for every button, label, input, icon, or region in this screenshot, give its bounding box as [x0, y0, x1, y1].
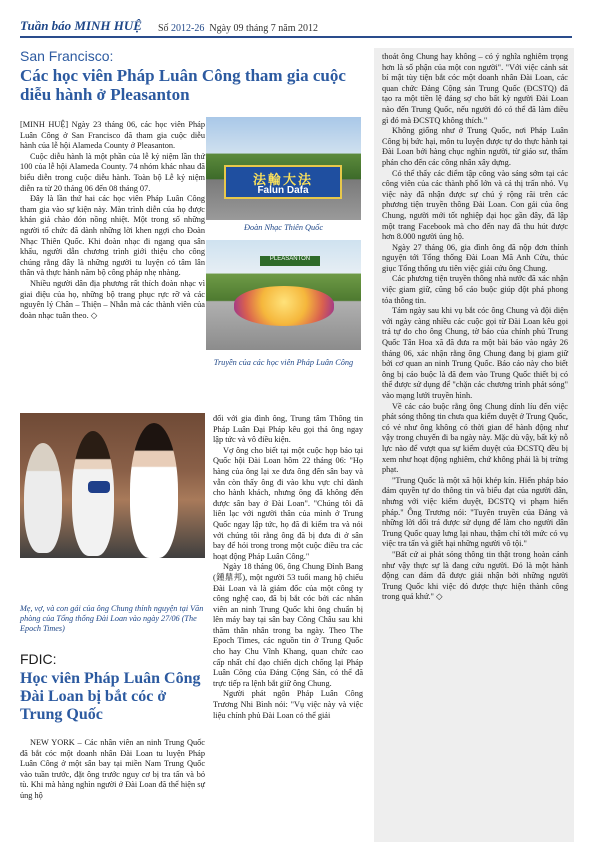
right-column-text: [382, 52, 568, 603]
article-paragraph: thoát ông Chung hay không – có ý nghĩa nghiêm trọng hơn là số phận của một con người". "Với việc cảnh sát bí mật tùy tiện bắt cóc một doanh nhân Đài Loan, các quan chức Đảng Cộng sản Trung Quốc (ĐCSTQ) đã tạo ra một tiền lệ đáng sợ cho bất kỳ người Đài Loan nào đến Trung Quốc, nếu người đó có thể đã làm điều gì đó mà ĐCSTQ không thích.": [382, 52, 568, 125]
banner-chinese-text: 法輪大法: [252, 173, 313, 188]
article-paragraph: Vợ ông cho biết tại một cuộc họp báo tại Quốc hội Đài Loan hôm 22 tháng 06: "Họ hàng của ông lại xe đưa ông đến sân bay và vẫn còn thấy ông đi vào khu vực chỉ dành cho hành khách, nhưng ông đã không đến được sân bay ở Đài Loan". "Chúng tôi đã liên lạc với người thân của mình ở Trung Quốc ngay lập tức, họ đã đi kiểm tra và nói với chúng tôi rằng ông đã bị đưa đi ở sân bay để hỏi trong trong một cuộc điều tra các hoạt động Pháp Luân Công.": [213, 445, 363, 561]
article-body: [20, 738, 205, 802]
article-paragraph: Người phát ngôn Pháp Luân Công Trương Nhi Bình nói: "Vụ việc này và việc liệu chính phủ Đài Loan có thể giải: [213, 689, 363, 720]
publication-title: Tuần báo MINH HUỆ: [20, 18, 142, 33]
article-fdic: [20, 651, 205, 724]
article-headline: Học viên Pháp Luân Công Đài Loan bị bắt cóc ở Trung Quốc: [20, 670, 201, 723]
microphone-icon: [88, 481, 110, 493]
article-paragraph: Có thể thấy các điểm tập công vào sáng sớm tại các công viên của các thành phố lớn và cả thị trấn nhỏ. Vụ việc này đã nhận được sự chú ý rộng rãi trên các phương tiện truyền thông Đài Loan. Con gái của ông Chung, người mới tốt nghiệp đại học gần đây, đã lập một trang Facebook mà cho đến nay đã thu hút được hơn 8.000 người ủng hộ.: [382, 168, 568, 242]
middle-column-text: [213, 414, 363, 721]
article-paragraph: Cuộc diễu hành là một phần của lễ kỷ niệm lần thứ 100 của lễ hội Alameda County. 74 nhóm khác nhau đã biểu diễn trong cuộc diễu hành. Toàn bộ Lễ kỷ niệm diễn ra từ 20 tháng 06 đến 08 tháng 07.: [20, 151, 205, 193]
issue-number: 2012-26: [171, 23, 205, 34]
article-kicker: San Francisco:: [20, 48, 114, 64]
article-paragraph: Ngày 18 tháng 06, ông Chung Đình Bang (鍾鼎邦), một người 53 tuổi mang hộ chiếu Đài Loan và là giám đốc của một công ty công nghệ cao, đã bị bắt cóc bởi các nhân viên an ninh Trung Quốc khi ông chuẩn bị lên máy bay tại sân bay Công Châu sau khi thăm thân nhân trong ba ngày. Theo The Epoch Times, các nguồn tin ở Trung Quốc cho hay Chu Vĩnh Khang, quan chức cao cấp nhất chỉ đạo chiến dịch chống lại Pháp Luân Công của Đảng Cộng Sản, có thể đã trực tiếp ra lệnh bắt giữ ông Chung.: [213, 562, 363, 688]
article-paragraph: NEW YORK – Các nhân viên an ninh Trung Quốc đã bắt cóc một doanh nhân Đài Loan tu luyện Pháp Luân Công ở một sân bay tại miền Nam Trung Quốc vào tuần trước, đặt ông trước nguy cơ bị tra tấn và bỏ tù. Khi mà hàng nghìn người ở Đài Loan đã thể hiện sự ủng hộ: [20, 738, 205, 800]
falun-dafa-banner: [224, 165, 342, 199]
person-mother: [24, 443, 62, 553]
article-paragraph: Các phương tiện truyền thông nhà nước đã xác nhận việc giam giữ, cũng bổ cáo buộc giúp đột phá phong tỏa thông tin.: [382, 274, 568, 305]
article-body: [20, 120, 205, 321]
photo-caption: Mẹ, vợ, và con gái của ông Chung thỉnh nguyện tại Văn phòng của Tổng thống Đài Loan vào ngày 27/06 (The Epoch Times): [20, 604, 204, 633]
photo-caption: Truyền của các học viên Pháp Luân Công: [213, 358, 354, 367]
article-paragraph: Ngày 27 tháng 06, gia đình ông đã nộp đơn thỉnh nguyện tới Tổng thống Đài Loan Mã Anh Cửu, thúc giục Tổng thống ưu tiên việc giải cứu ông Chung.: [382, 242, 568, 273]
article-paragraph: Nhiều người dân địa phương rất thích đoàn nhạc vì giai điệu của họ, những bộ trang phục rực rỡ và các nguyên lý Chân – Thiện – Nhẫn mà các thành viên của đoàn nhạc tuân theo. ◇: [20, 278, 205, 320]
masthead: [20, 16, 572, 38]
person-daughter: [130, 423, 178, 558]
article-paragraph: "Bất cứ ai phát sóng thông tin thật trong hoàn cảnh như vậy thực sự là đang cứu người. Đó là một hành động can đảm đã được giải nhận bởi những người Trung Quốc khi việc đó được thực hiện thành công trong quá khứ." ◇: [382, 549, 568, 602]
issue-prefix: Số: [157, 23, 172, 34]
parade-band-photo: [206, 117, 361, 220]
parade-float-photo: [206, 240, 361, 350]
article-headline: Các học viên Pháp Luân Công tham gia cuộc diễu hành ở Pleasanton: [20, 66, 346, 104]
issue-date: Ngày 09 tháng 7 năm 2012: [209, 23, 318, 34]
article-paragraph: "Trung Quốc là một xã hội khép kín. Hiến pháp bảo đảm quyền tự do thông tin và biểu đạt của người dân, nhưng với việc kiểm duyệt, ĐCSTQ vi phạm hiến pháp." Ông Trương nói: "Tuyên truyền của Đảng và những lời dối trá được sử dụng để làm cho người dân Trung Quốc quay lưng lại nhau, thậm chí tới mức có vụ việc tra tấn và giết hại những người vô tội.": [382, 475, 568, 549]
article-paragraph: Tám ngày sau khi vụ bắt cóc ông Chung và đội diện với ngày càng nhiều các cuộc gọi từ Đài Loan kêu gọi trả tự do cho ông Chung, tờ báo của chính phủ Trung Quốc Tân Hoa xã đã đưa ra một bài báo vào ngày 26 tháng 06, xác nhận rằng ông Chung đang bị giam giữ bởi cơ quan an ninh Trung Quốc. Báo cáo này cho biết ông bị cáo buộc là đã đem vào Trung Quốc thiết bị có thể được sử dụng để "chặn các chương trình phát sóng" vào mạng lưới truyền hình.: [382, 306, 568, 400]
issue-info: [158, 23, 318, 34]
photo-caption: Đoàn Nhạc Thiên Quốc: [243, 223, 324, 232]
article-paragraph: Đây là lần thứ hai các học viên Pháp Luân Công tham gia vào sự kiện này. Màn trình diễn của họ được khán giả chào đón nồng nhiệt. Một trong số những người tổ chức đã dành những lời khen ngợi cho Đoàn Nhạc Thiên Quốc. Khi đoàn nhạc đi ngang qua sân khấu, người dẫn chương trình giới thiệu cho công chúng rằng đây là những người tu luyện có tâm lân thân và thực hành năm bộ công pháp nhẹ nhàng.: [20, 194, 205, 278]
article-paragraph: [MINH HUỆ] Ngày 23 tháng 06, các học viên Pháp Luân Công ở San Francisco đã tham gia cuộc diễu hành của lễ hội Alameda County ở Pleasanton.: [20, 120, 205, 151]
article-paragraph: Về các cáo buộc rằng ông Chung dính líu đến việc phát sóng thông tin chưa qua kiểm duyệt ở Trung Quốc, có vẻ như ông không có thời gian để hành động như vậy trong chuyến đi ba ngày này. Mặc dù vậy, bất kỳ nỗ lực nào để vượt qua sự kiểm duyệt của ĐCSTQ đều bị xem như hoạt động nghiêm, chứ không phải là bị trừng phạt.: [382, 401, 568, 475]
article-paragraph: đối với gia đình ông, Trung tâm Thông tin Pháp Luân Đại Pháp kêu gọi thả ông ngay lập tức và vô điều kiện.: [213, 414, 363, 445]
family-petition-photo: [20, 413, 205, 558]
person-wife: [72, 431, 114, 556]
pleasanton-sign: PLEASANTON: [260, 256, 320, 266]
lotus-float: [234, 286, 334, 326]
article-paragraph: Không giống như ở Trung Quốc, nơi Pháp Luân Công bị bức hại, môn tu luyện được tự do thực hành tại Đài Loan bởi hàng chục nghìn người, từ giáo sư, thẩm phán cho đến các công nhân xây dựng.: [382, 126, 568, 167]
article-kicker: FDIC:: [20, 651, 57, 667]
banner-english-text: Falun Dafa: [257, 185, 309, 196]
